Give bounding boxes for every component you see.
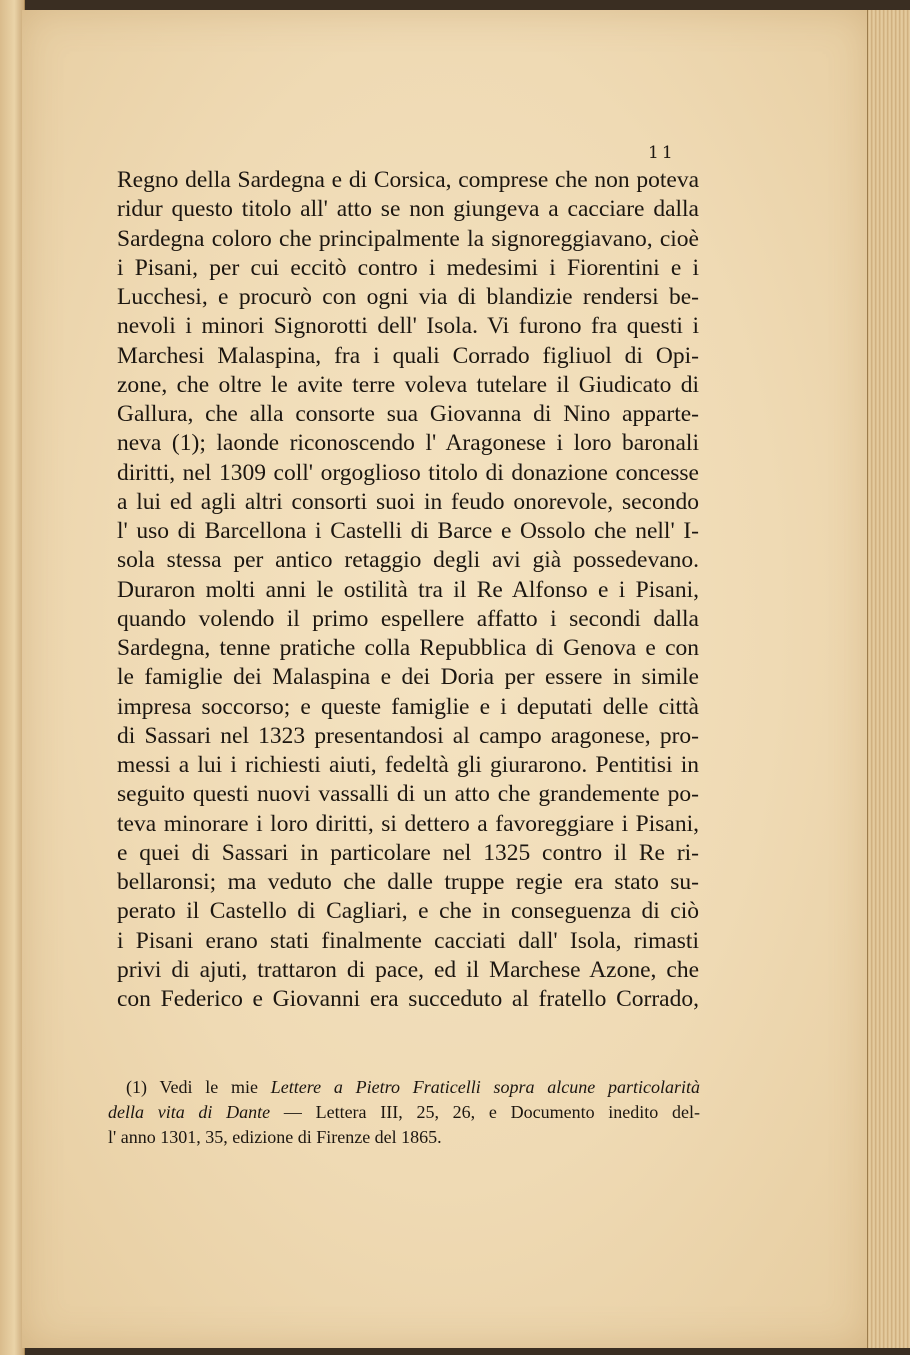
footnote-book-title-cont: della vita di Dante (108, 1102, 271, 1122)
page-number: 11 (648, 143, 676, 163)
text-line: perato il Castello di Cagliari, e che in conseguenza di ciò (117, 898, 699, 925)
text-line: Regno della Sardegna e di Corsica, comprese che non poteva (117, 167, 699, 193)
text-line: neva (1); laonde riconoscendo l' Aragonese i loro baronali (117, 430, 699, 457)
footnote-line-2 (108, 1100, 700, 1125)
footnote-line-1 (108, 1075, 700, 1100)
body-text (117, 166, 699, 1014)
text-line: bellaronsi; ma veduto che dalle truppe regie era stato su- (117, 869, 699, 895)
footnote-reference: — Lettera III, 25, 26, e Documento inedito del- (283, 1102, 700, 1122)
text-line: zone, che oltre le avite terre voleva tutelare il Giudicato di (117, 371, 699, 398)
footnote-book-title: Lettere a Pietro Fraticelli sopra alcune particolarità (270, 1077, 701, 1097)
text-line: seguito questi nuovi vassalli di un atto che grandemente po- (117, 781, 699, 808)
text-line: i Pisani, per cui eccitò contro i medesimi i Fiorentini e i (117, 254, 699, 281)
text-line: teva minorare i loro diritti, si dettero a favoreggiare i Pisani, (117, 810, 699, 837)
text-line: a lui ed agli altri consorti suoi in feudo onorevole, secondo (117, 488, 699, 515)
text-line: Marchesi Malaspina, fra i quali Corrado figliuol di Opi- (117, 342, 699, 369)
text-line: e quei di Sassari in particolare nel 1325 contro il Re ri- (117, 839, 699, 866)
text-line: diritti, nel 1309 coll' orgoglioso titolo di donazione concesse (117, 459, 699, 486)
footnote-line-3: l' anno 1301, 35, edizione di Firenze del 1865. (108, 1127, 442, 1147)
text-line: ridur questo titolo all' atto se non giungeva a cacciare dalla (117, 196, 699, 223)
text-line: quando volendo il primo espellere affatto i secondi dalla (117, 605, 699, 632)
footnote-marker: (1) (126, 1077, 147, 1097)
footnote (108, 1075, 700, 1150)
text-line: Sardegna coloro che principalmente la signoreggiavano, cioè (117, 225, 699, 252)
text-line: privi di ajuti, trattaron di pace, ed il Marchese Azone, che (117, 956, 699, 983)
text-line: impresa soccorso; e queste famiglie e i deputati delle città (117, 693, 699, 720)
text-line: Duraron molti anni le ostilità tra il Re Alfonso e i Pisani, (117, 576, 699, 603)
text-line: sola stessa per antico retaggio degli avi già possedevano. (117, 547, 699, 574)
text-line: Gallura, che alla consorte sua Giovanna di Nino apparte- (117, 401, 699, 427)
page-stack-edge (867, 10, 910, 1348)
text-line: Sardegna, tenne pratiche colla Repubblica di Genova e con (117, 635, 699, 661)
text-line: le famiglie dei Malaspina e dei Doria per essere in simile (117, 664, 699, 691)
text-line: l' uso di Barcellona i Castelli di Barce e Ossolo che nell' I- (117, 518, 699, 544)
text-line: i Pisani erano stati finalmente cacciati dall' Isola, rimasti (117, 927, 699, 954)
text-line: nevoli i minori Signorotti dell' Isola. Vi furono fra questi i (117, 313, 699, 340)
text-line: di Sassari nel 1323 presentandosi al campo aragonese, pro- (117, 722, 699, 749)
text-line: Lucchesi, e procurò con ogni via di blandizie rendersi be- (117, 284, 699, 310)
text-line: con Federico e Giovanni era succeduto al fratello Corrado, (117, 986, 699, 1012)
text-line: messi a lui i richiesti aiuti, fedeltà gli giurarono. Pentitisi in (117, 752, 699, 778)
footnote-intro: Vedi le mie (159, 1077, 258, 1097)
